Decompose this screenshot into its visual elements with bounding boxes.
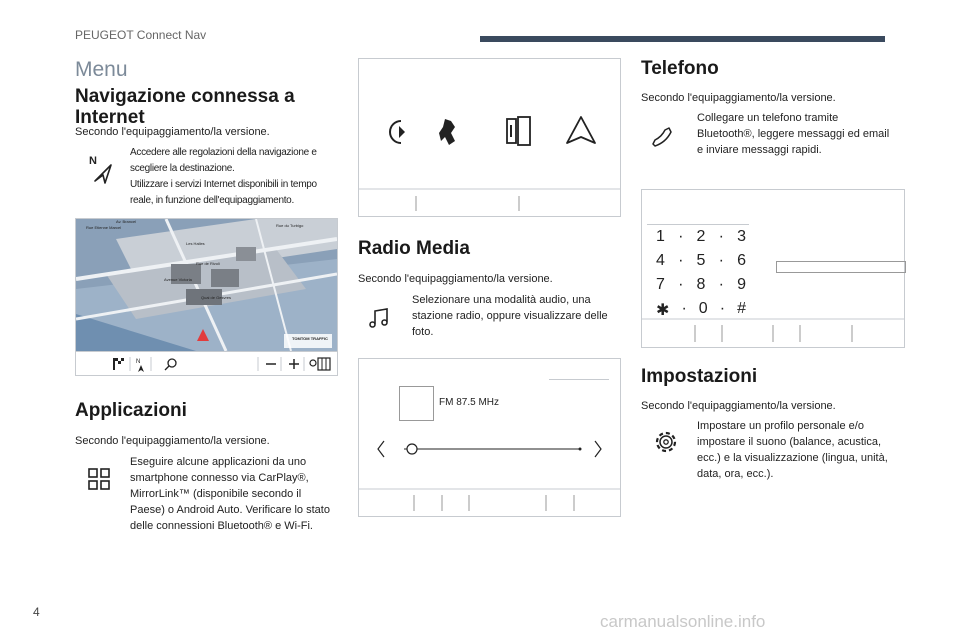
applications-screen xyxy=(358,58,621,217)
peugeot-lion-icon[interactable] xyxy=(439,119,455,145)
watermark: carmanualsonline.info xyxy=(600,612,766,631)
page-number: 4 xyxy=(33,605,40,619)
radio-screen xyxy=(358,358,621,517)
flag-icon[interactable] xyxy=(113,358,124,370)
map-view xyxy=(76,219,337,351)
keypad-divider xyxy=(647,224,749,225)
frequency-slider[interactable] xyxy=(404,444,582,454)
zoom-in-icon[interactable] xyxy=(289,359,299,369)
map-menu-icon[interactable] xyxy=(310,358,330,370)
apps-grid-icon xyxy=(86,466,112,492)
svg-text:N: N xyxy=(89,155,97,167)
settings-desc: Impostare un profilo personale e/o impostare il suono (balance, acustica, ecc.) e la visualizzazione (lingua, unità, data, ora, ecc.). xyxy=(697,420,888,480)
key-3[interactable]: 3 xyxy=(737,228,746,245)
station-artwork xyxy=(399,386,434,421)
key-9[interactable]: 9 xyxy=(737,276,746,293)
tomtom-traffic-logo: TOMTOM TRAFFIC xyxy=(292,336,328,341)
key-0[interactable]: 0 xyxy=(698,300,708,317)
document-header: PEUGEOT Connect Nav xyxy=(75,28,207,42)
key-8[interactable]: 8 xyxy=(696,276,706,293)
settings-subtitle: Secondo l'equipaggiamento/la versione. xyxy=(641,400,836,412)
key-separator: · xyxy=(718,228,724,245)
map-label: Rue Etienne Marcel xyxy=(86,225,122,230)
radio-title: Radio Media xyxy=(358,238,470,259)
key-1[interactable]: 1 xyxy=(656,228,665,245)
key-separator: · xyxy=(678,276,684,293)
key-6[interactable]: 6 xyxy=(737,252,746,269)
navigation-title: Navigazione connessa a Internet xyxy=(75,86,295,128)
phone-handset-icon xyxy=(648,123,674,149)
radio-station-label: FM 87.5 MHz xyxy=(439,397,500,408)
android-auto-icon[interactable] xyxy=(567,117,595,143)
key-separator: · xyxy=(719,300,726,317)
phone-title: Telefono xyxy=(641,58,719,79)
map-label: Rue du Turbigo xyxy=(276,223,304,228)
key-4[interactable]: 4 xyxy=(656,252,665,269)
phone-desc: Collegare un telefono tramite Bluetooth®, leggere messaggi ed email e inviare messaggi rapidi. xyxy=(697,112,890,156)
key-separator: · xyxy=(678,228,684,245)
phone-keypad[interactable] xyxy=(656,228,746,324)
key-star[interactable]: ✱ xyxy=(656,302,670,319)
radio-subtitle: Secondo l'equipaggiamento/la versione. xyxy=(358,273,553,285)
radio-desc: Selezionare una modalità audio, una stazione radio, oppure visualizzare delle foto. xyxy=(412,294,608,338)
search-icon[interactable] xyxy=(165,359,176,370)
navigation-desc-2: Utilizzare i servizi Internet disponibili in tempo reale, in funzione dell'equipaggiamento. xyxy=(130,179,317,206)
carplay-icon[interactable] xyxy=(390,121,405,143)
navigation-subtitle: Secondo l'equipaggiamento/la versione. xyxy=(75,126,270,138)
svg-text:N: N xyxy=(136,359,141,365)
header-bar xyxy=(480,36,885,42)
menu-title: Menu xyxy=(75,58,128,81)
applications-subtitle: Secondo l'equipaggiamento/la versione. xyxy=(75,435,270,447)
music-note-icon xyxy=(366,305,392,331)
key-separator: · xyxy=(678,252,684,269)
map-label: Les Halles xyxy=(186,241,205,246)
mirrorlink-icon[interactable] xyxy=(507,117,530,145)
applications-title: Applicazioni xyxy=(75,400,187,421)
compass-icon[interactable] xyxy=(136,359,144,372)
map-label: Avenue Victoria xyxy=(164,277,192,282)
key-separator: · xyxy=(681,300,687,317)
map-toolbar xyxy=(76,351,337,376)
navigation-desc-1: Accedere alle regolazioni della navigazione e scegliere la destinazione. xyxy=(130,147,317,174)
key-hash[interactable]: # xyxy=(737,300,746,317)
next-station-icon[interactable] xyxy=(595,441,601,457)
settings-gear-icon xyxy=(651,427,681,457)
previous-station-icon[interactable] xyxy=(378,441,384,457)
key-5[interactable]: 5 xyxy=(696,252,706,269)
phone-screen xyxy=(641,189,905,348)
key-2[interactable]: 2 xyxy=(696,228,706,245)
map-label: Rue de Rivoli xyxy=(196,261,220,266)
settings-title: Impostazioni xyxy=(641,366,758,387)
applications-desc: Eseguire alcune applicazioni da uno smartphone connesso via CarPlay®, MirrorLink™ (disponibile secondo il Paese) o Android Auto. Verificare lo stato delle connessioni Bluetooth® e Wi-Fi. xyxy=(130,456,330,532)
map-label: Quai de Gesvres xyxy=(201,295,232,300)
map-label: Av. Brancel xyxy=(116,219,137,224)
key-separator: · xyxy=(718,252,724,269)
phone-subtitle: Secondo l'equipaggiamento/la versione. xyxy=(641,92,836,104)
navigation-screen xyxy=(75,218,338,376)
key-7[interactable]: 7 xyxy=(656,276,665,293)
dialed-number-field[interactable] xyxy=(776,261,906,273)
radio-divider xyxy=(549,379,609,380)
navigation-icon xyxy=(86,152,116,186)
key-separator: · xyxy=(718,276,724,293)
